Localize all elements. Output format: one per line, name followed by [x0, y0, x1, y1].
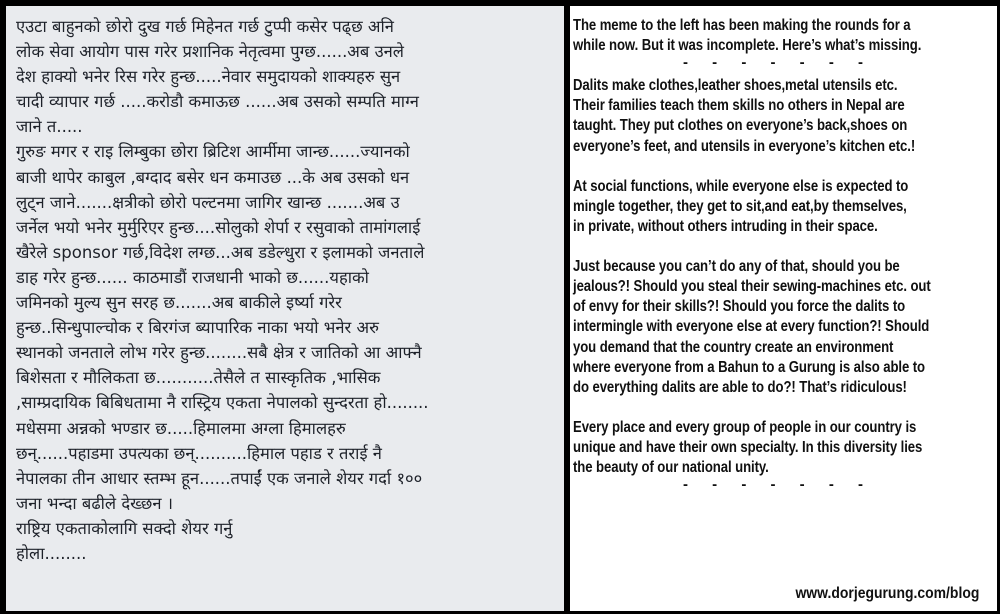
paragraph-gap — [573, 237, 997, 257]
separator-dashes: - - - - - - - — [683, 54, 873, 72]
nepali-text-line: जर्नेल भयो भनेर मुर्मुरिएर हुन्छ....सोलुको शेर्पा र रसुवाको तामांगलाई — [16, 217, 421, 237]
nepali-text-line: हुन्छ..सिन्धुपाल्चोक र बिरगंज ब्यापारिक नाका भयो भनेर अरु — [16, 318, 379, 338]
nepali-text-line: ,साम्प्रदायिक बिबिधतामा नै रास्ट्रिय एकता नेपालको सुन्दरता हो........ — [16, 393, 429, 413]
paragraph-line: do everything dalits are able to do?! That’s ridiculous! — [573, 378, 907, 396]
nepali-text-line: राष्ट्रिय एकताकोलागि सक्दो शेयर गर्नु — [16, 518, 233, 538]
nepali-text-line: बाजी थापेर काबुल ,बग्दाद बसेर धन कमाउछ ...के अब उसको धन — [16, 167, 410, 187]
paragraph-line: where everyone from a Bahun to a Gurung is also able to — [573, 358, 926, 376]
separator-dashes: - - - - - - - — [683, 476, 873, 494]
paragraph-line: you demand that the country create an environment — [573, 338, 894, 356]
nepali-text-line: एउटा बाहुनको छोरो दुख गर्छ मिहेनत गर्छ टुप्पी कसेर पढ्छ अनि — [16, 17, 394, 36]
paragraph-line: jealous?! Should you steal their sewing-machines etc. out — [573, 278, 931, 296]
paragraph-line: in private, without others intruding in their space. — [573, 217, 878, 235]
nepali-text-line: स्थानको जनताले लोभ गरेर हुन्छ........सबै क्षेत्र र जातिको आ आफ्नै — [16, 343, 422, 363]
paragraph-line: intermingle with everyone else at every function?! Should — [573, 318, 930, 336]
nepali-text-line: छन्......पहाडमा उपत्यका छन्..........हिमाल पहाड र तराई नै — [16, 443, 382, 463]
nepali-text-line: चादी व्यापार गर्छ .....करोडौ कमाऊछ ......अब उसको सम्पति माग्न — [16, 92, 419, 112]
nepali-text-line: देश हाक्यो भनेर रिस गरेर हुन्छ.....नेवार समुदायको शाक्यहरु सुन — [16, 67, 401, 87]
paragraph-gap — [573, 157, 997, 177]
intro-line: The meme to the left has been making the rounds for a — [573, 17, 911, 34]
paragraph-line: mingle together, they get to sit,and eat,by themselves, — [573, 197, 907, 215]
nepali-text-line: जमिनको मुल्य सुन सरह छ.......अब बाकीले इर्ष्या गरेर — [16, 293, 342, 313]
paragraph-line: Dalits make clothes,leather shoes,metal utensils etc. — [573, 77, 898, 95]
paragraph-line: unique and have their own specialty. In this diversity lies — [573, 438, 923, 456]
nepali-text-line: होला........ — [16, 543, 87, 563]
nepali-post-panel — [6, 6, 564, 611]
paragraph-line: taught. They put clothes on everyone’s back,shoes on — [573, 117, 908, 135]
paragraph-line: of envy for their skills?! Should you force the dalits to — [573, 298, 906, 316]
paragraph-gap — [573, 398, 997, 418]
nepali-text-line: बिशेसता र मौलिकता छ...........तेसैले त सास्कृतिक ,भासिक — [16, 368, 381, 388]
paragraph-line: the beauty of our national unity. — [573, 459, 769, 477]
nepali-text-line: मधेसमा अन्नको भण्डार छ.....हिमालमा अग्ला हिमालहरु — [16, 418, 346, 438]
nepali-text-line: नेपालका तीन आधार स्तम्भ हून......तपाईं एक जनाले शेयर गर्दा १०० — [16, 468, 423, 488]
paragraph-line: everyone’s feet, and utensils in everyone’s kitchen etc.! — [573, 137, 916, 155]
nepali-text-line: लुट्न जाने.......क्षत्रीको छोरो पल्टनमा जागिर खान्छ .......अब उ — [16, 192, 400, 212]
intro-line: while now. But it was incomplete. Here’s what’s missing. — [573, 37, 922, 55]
nepali-text-line: जना भन्दा बढीले देख्छन । — [16, 493, 173, 513]
blog-url: www.dorjegurung.com/blog — [795, 585, 979, 602]
nepali-text-line: खैरेले sponsor गर्छ,विदेश लग्छ...अब डडेल्धुरा र इलामको जनताले — [16, 242, 425, 262]
nepali-text-line: गुरुङ मगर र राइ लिम्बुका छोरा ब्रिटिश आर्मीमा जान्छ......ज्यानको — [16, 142, 410, 162]
paragraph-line: At social functions, while everyone else is expected to — [573, 177, 909, 195]
english-response-panel — [570, 6, 997, 611]
paragraph-line: Just because you can’t do any of that, should you be — [573, 258, 900, 276]
paragraph-line: Their families teach them skills no others in Nepal are — [573, 97, 905, 115]
nepali-text-line: लोक सेवा आयोग पास गरेर प्रशानिक नेतृत्वमा पुग्छ......अब उनले — [16, 42, 404, 62]
nepali-text-line: डाह गरेर हुन्छ...... काठमाडौं राजधानी भाको छ......यहाको — [16, 267, 369, 287]
paragraph-line: Every place and every group of people in our country is — [573, 418, 917, 436]
nepali-text-line: जाने त..... — [16, 117, 83, 137]
